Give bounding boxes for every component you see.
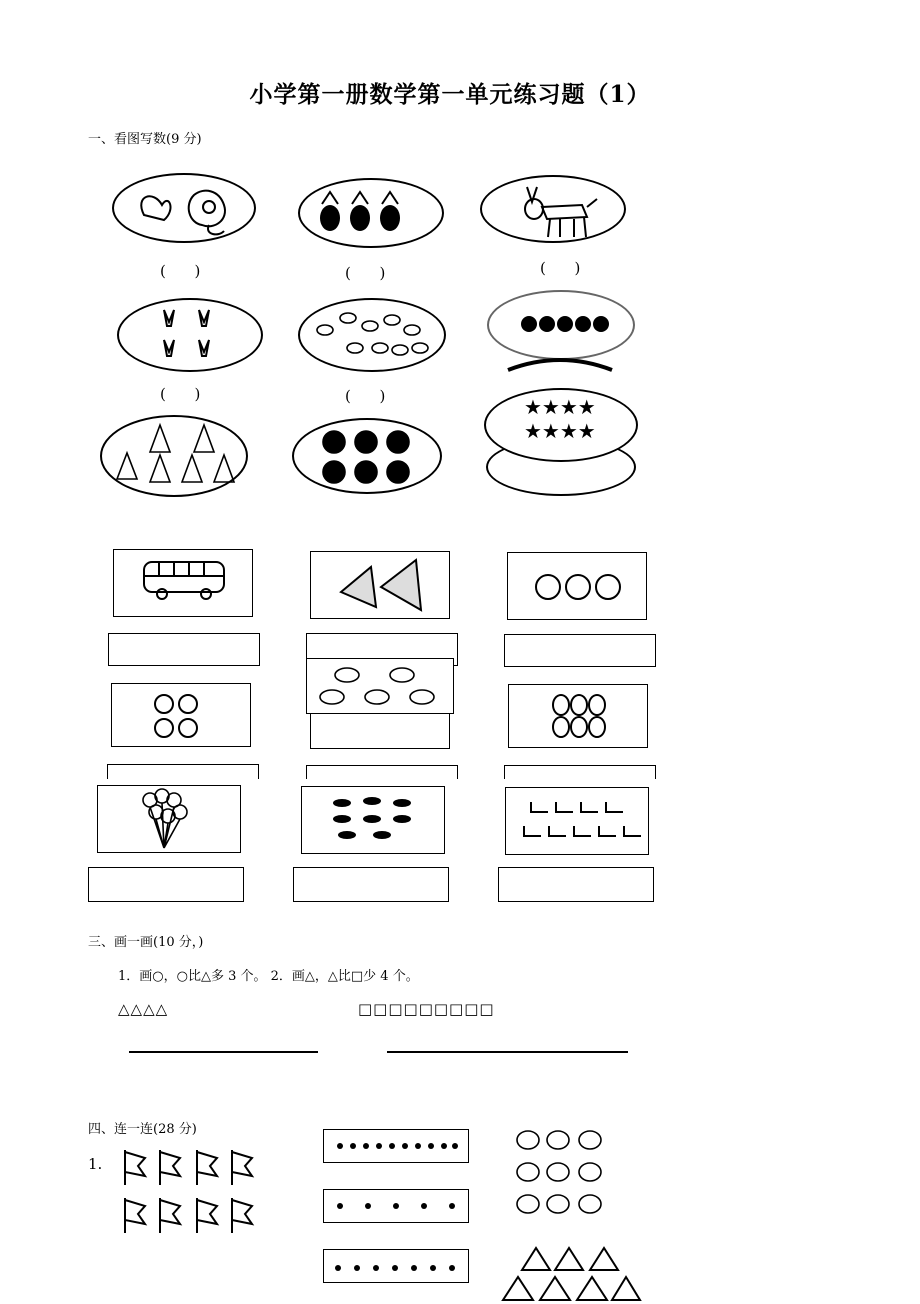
item-number: 1. bbox=[88, 1155, 103, 1173]
answer-blank[interactable]: ( ) bbox=[160, 262, 201, 280]
given-triangles: △△△△ bbox=[118, 1000, 169, 1018]
svg-text:★★★★: ★★★★ bbox=[524, 419, 596, 443]
answer-blank[interactable]: ( ) bbox=[540, 259, 581, 277]
section3-instruction: 1．画○，○比△多 3 个。 2．画△，△比□少 4 个。 bbox=[118, 969, 419, 984]
section1-heading: 一、看图写数(9 分) bbox=[88, 132, 202, 147]
page-title: 小学第一册数学第一单元练习题（1） bbox=[249, 81, 651, 108]
given-squares: □□□□□□□□□ bbox=[358, 1000, 495, 1018]
answer-blank[interactable]: ( ) bbox=[345, 387, 386, 405]
answer-blank[interactable]: ( ) bbox=[345, 264, 386, 282]
answer-blank[interactable]: ( ) bbox=[160, 385, 201, 403]
svg-text:★★★★: ★★★★ bbox=[524, 395, 596, 419]
section3-heading: 三、画一画(10 分，) bbox=[88, 935, 204, 950]
section4-heading: 四、连一连(28 分) bbox=[88, 1122, 197, 1137]
